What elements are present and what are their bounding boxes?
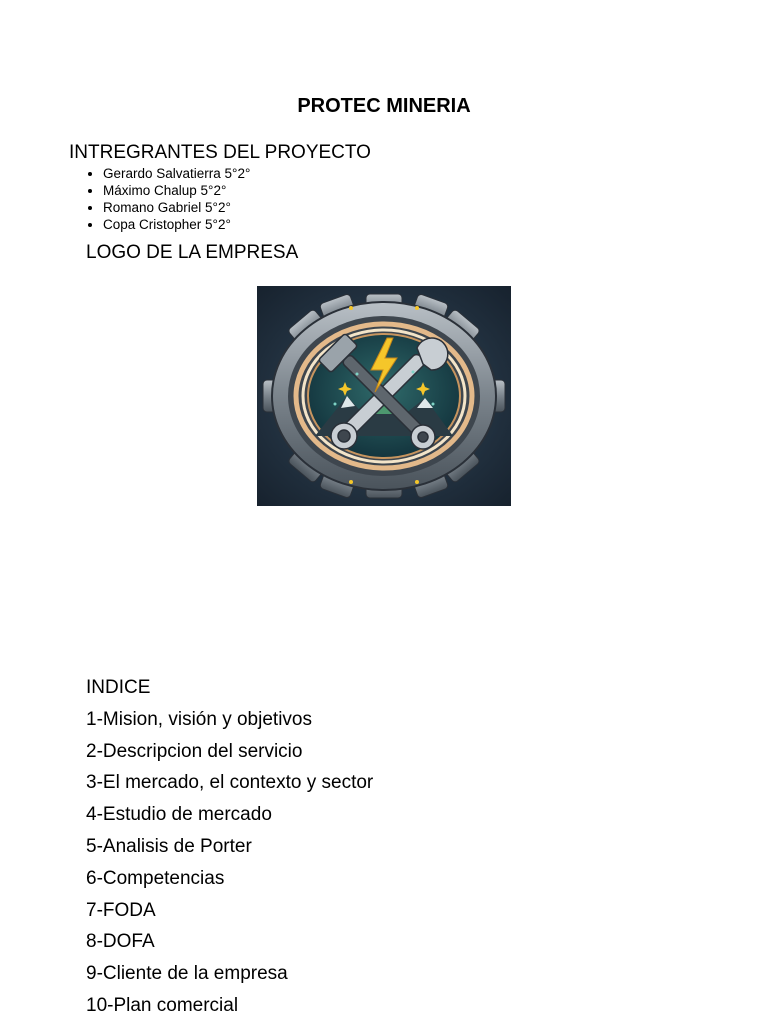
- index-item: 2-Descripcion del servicio: [86, 740, 303, 762]
- index-item: 9-Cliente de la empresa: [86, 963, 288, 985]
- member-item: • Máximo Chalup 5°2°: [103, 182, 250, 199]
- gear-logo-icon: [257, 286, 511, 506]
- member-item: • Romano Gabriel 5°2°: [103, 199, 250, 216]
- logo-heading: LOGO DE LA EMPRESA: [86, 242, 299, 263]
- index-item: 7-FODA: [86, 899, 156, 921]
- index-item: 3-El mercado, el contexto y sector: [86, 772, 374, 794]
- index-item: 1-Mision, visión y objetivos: [86, 708, 312, 730]
- index-item: 5-Analisis de Porter: [86, 835, 252, 857]
- members-list: [85, 165, 250, 233]
- index-item: 10-Plan comercial: [86, 994, 239, 1016]
- index-item: 4-Estudio de mercado: [86, 804, 272, 826]
- index-item: 6-Competencias: [86, 867, 225, 889]
- company-logo: [257, 286, 511, 506]
- index-heading: INDICE: [86, 677, 151, 698]
- document-title: PROTEC MINERIA: [297, 95, 471, 117]
- index-section: [86, 677, 373, 1027]
- member-item: • Copa Cristopher 5°2°: [103, 216, 250, 233]
- members-heading: INTREGRANTES DEL PROYECTO: [69, 142, 371, 163]
- member-item: • Gerardo Salvatierra 5°2°: [103, 165, 250, 182]
- index-item: 8-DOFA: [86, 931, 155, 953]
